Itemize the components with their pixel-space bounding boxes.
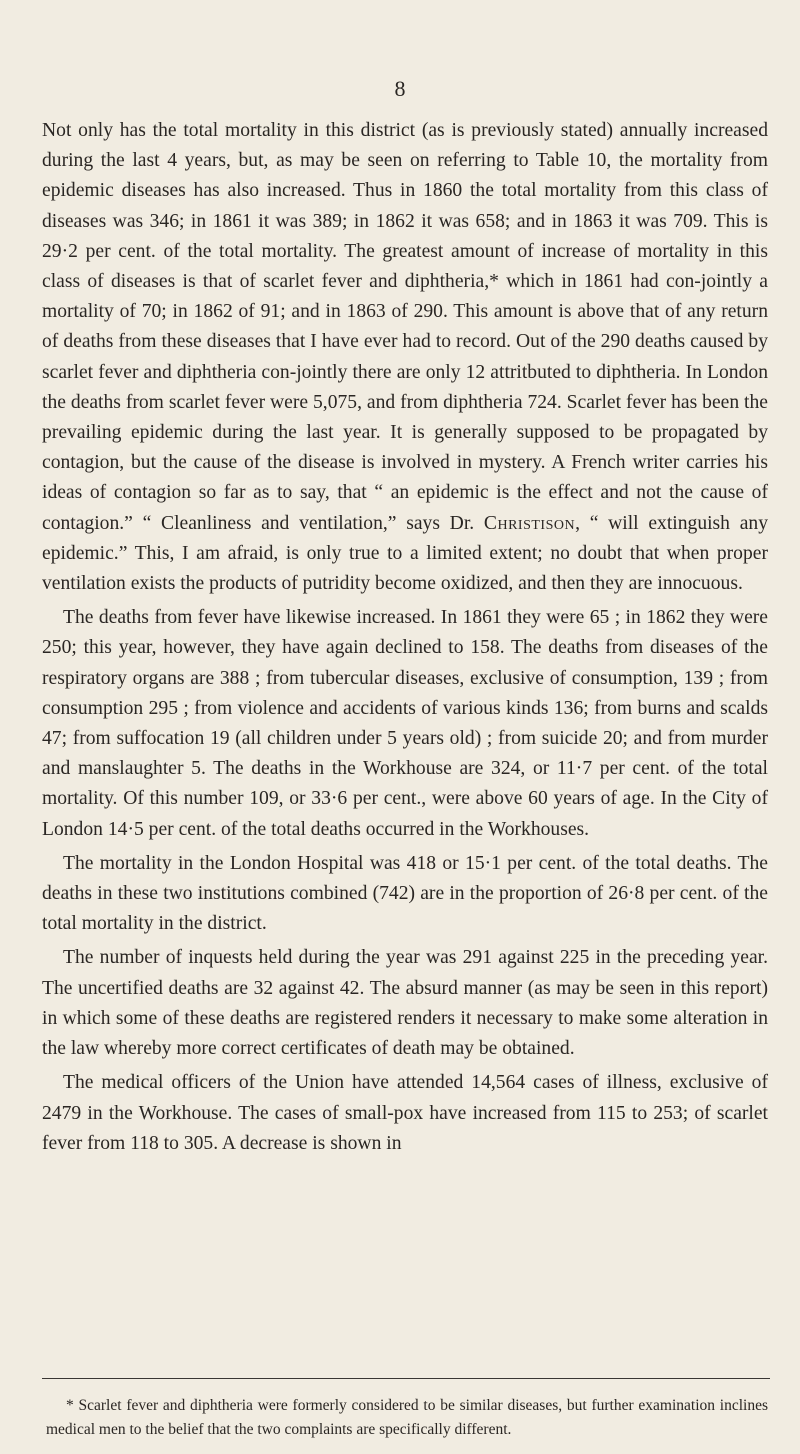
paragraph-1: [42, 116, 768, 599]
page-number: 8: [394, 76, 406, 101]
paragraph-4: The number of inquests held during the year was 291 against 225 in the preceding year. The uncertified deaths are 32 against 42. The absurd manner (as may be seen in this report) in which some of these deaths are registered renders it necessary to make some alteration in the law whereby more correct certificates of death may be obtained.: [42, 947, 768, 1060]
footnote-divider: [42, 1378, 770, 1379]
paragraph-1-text: Not only has the total mortality in this district (as is previously stated) annually increased during the last 4 years, but, as may be seen on referring to Table 10, the mortality from epidemic diseases has also increased. Thus in 1860 the total mortality from this class of diseases was 346; in 1861 it was 389; in 1862 it was 658; and in 1863 it was 709. This is 29·2 per cent. of the total mortality. The greatest amount of increase of mortality in this class of diseases is that of scarlet fever and diphtheria,* which in 1861 had con-jointly a mortality of 70; in 1862 of 91; and in 1863 of 290. This amount is above that of any return of deaths from these diseases that I have ever had to record. Out of the 290 deaths caused by scarlet fever and diphtheria con-jointly there are only 12 attritbuted to diphtheria. In London the deaths from scarlet fever were 5,075, and from diphtheria 724. Scarlet fever has been the prevailing epidemic during the last year. It is generally supposed to be propagated by contagion, but the cause of the disease is involved in mystery. A French writer carries his ideas of contagion so far as to say, that “ an epidemic is the effect and not the cause of contagion.” “ Cleanliness and ventilation,” says Dr.: [42, 120, 768, 534]
paragraph-3: The mortality in the London Hospital was 418 or 15·1 per cent. of the total deaths. The deaths in these two institutions combined (742) are in the proportion of 26·8 per cent. of the total mortality in the district.: [42, 852, 768, 935]
paragraph-5: The medical officers of the Union have attended 14,564 cases of illness, exclusive of 2479 in the Workhouse. The cases of small-pox have increased from 115 to 253; of scarlet fever from 118 to 305. A decrease is shown in: [42, 1072, 768, 1154]
author-name-christison: Christison: [483, 512, 576, 534]
footnote: * Scarlet fever and diphtheria were formerly considered to be similar diseases, but further examination inclines medical men to the belief that the two complaints are specifically different.: [46, 1397, 768, 1438]
paragraph-2: The deaths from fever have likewise increased. In 1861 they were 65 ; in 1862 they were 250; this year, however, they have again declined to 158. The deaths from diseases of the respiratory organs are 388 ; from tubercular diseases, exclusive of consumption, 139 ; from consumption 295 ; from violence and accidents of various kinds 136; from burns and scalds 47; from suffocation 19 (all children under 5 years old) ; from suicide 20; and from murder and manslaughter 5. The deaths in the Workhouse are 324, or 11·7 per cent. of the total mortality. Of this number 109, or 33·6 per cent., were above 60 years of age. In the City of London 14·5 per cent. of the total deaths occurred in the Workhouses.: [42, 607, 768, 840]
body-text: [42, 116, 768, 1159]
paragraph-1-continued: , “ will extinguish any epidemic.” This, I am afraid, is only true to a limited extent; no doubt that when proper ventilation exists the products of putridity become oxidized, and then they are innocuous.: [42, 512, 768, 595]
